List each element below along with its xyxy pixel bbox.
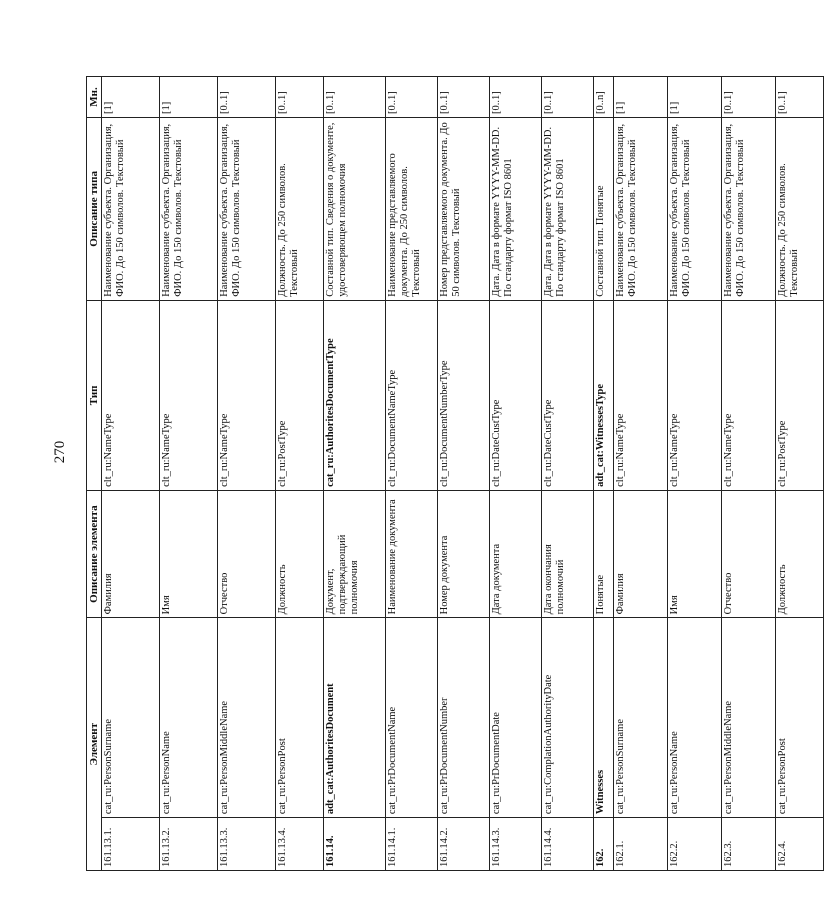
row-type: clt_ru:DocumentNumberType <box>438 300 490 490</box>
row-number: 162.4. <box>776 818 824 871</box>
row-element: cat_ru:PersonPost <box>276 618 324 818</box>
table-row <box>722 77 776 871</box>
row-type: clt_ru:NameType <box>102 300 160 490</box>
row-number: 162.2. <box>668 818 722 871</box>
table-body <box>102 77 824 871</box>
row-mult: [0..1] <box>438 77 490 118</box>
row-type: clt_ru:DateCustType <box>542 300 594 490</box>
row-number: 161.13.3. <box>218 818 276 871</box>
row-element-desc: Имя <box>668 490 722 618</box>
row-type-desc: Наименование субъекта. Организация, ФИО. До 150 символов. Текстовый <box>102 117 160 300</box>
table-row <box>668 77 722 871</box>
row-element-desc: Фамилия <box>102 490 160 618</box>
table-rotator <box>86 76 800 871</box>
row-element: cat_ru:PersonSurname <box>614 618 668 818</box>
table-row <box>276 77 324 871</box>
table-row <box>386 77 438 871</box>
header-mult: Мн. <box>87 77 102 118</box>
page-number: 270 <box>52 440 68 464</box>
row-type-desc: Наименование субъекта. Организация, ФИО. До 150 символов. Текстовый <box>614 117 668 300</box>
row-number: 162.1. <box>614 818 668 871</box>
row-element-desc: Наименование документа <box>386 490 438 618</box>
row-element-desc: Отчество <box>722 490 776 618</box>
row-number: 161.13.2. <box>160 818 218 871</box>
row-type-desc: Наименование субъекта. Организация, ФИО. До 150 символов. Текстовый <box>668 117 722 300</box>
row-type: clt_ru:PostType <box>776 300 824 490</box>
header-type: Тип <box>87 300 102 490</box>
row-type: adt_cat:WitnessesType <box>594 300 614 490</box>
row-number: 162.3. <box>722 818 776 871</box>
row-type-desc: Дата. Дата в формате YYYY-MM-DD. По стандарту формат ISO 8601 <box>490 117 542 300</box>
row-number: 162. <box>594 818 614 871</box>
spec-table <box>86 76 824 871</box>
row-element-desc: Дата окончания полномочий <box>542 490 594 618</box>
row-mult: [0..1] <box>776 77 824 118</box>
row-element-desc: Должность <box>776 490 824 618</box>
rotated-table-container <box>86 76 800 871</box>
row-element: cat_ru:PrDocumentName <box>386 618 438 818</box>
row-mult: [0..1] <box>276 77 324 118</box>
row-type: clt_ru:PostType <box>276 300 324 490</box>
table-row <box>218 77 276 871</box>
row-type-desc: Должность. До 250 символов. Текстовый <box>276 117 324 300</box>
row-element-desc: Документ, подтверждающий полномочия <box>324 490 386 618</box>
table-row <box>776 77 824 871</box>
table-row <box>438 77 490 871</box>
row-number: 161.14. <box>324 818 386 871</box>
table-row <box>324 77 386 871</box>
row-element: cat_ru:PrDocumentDate <box>490 618 542 818</box>
row-element-desc: Дата документа <box>490 490 542 618</box>
row-mult: [0..1] <box>490 77 542 118</box>
row-element: cat_ru:PersonPost <box>776 618 824 818</box>
row-type: clt_ru:NameType <box>668 300 722 490</box>
row-mult: [0..1] <box>324 77 386 118</box>
row-type: clt_ru:NameType <box>614 300 668 490</box>
row-mult: [0..1] <box>386 77 438 118</box>
row-number: 161.13.1. <box>102 818 160 871</box>
table-row <box>160 77 218 871</box>
row-element: Witnesses <box>594 618 614 818</box>
row-mult: [1] <box>102 77 160 118</box>
row-type-desc: Должность. До 250 символов. Текстовый <box>776 117 824 300</box>
row-element-desc: Фамилия <box>614 490 668 618</box>
row-mult: [0..1] <box>722 77 776 118</box>
row-element: cat_ru:PersonMiddleName <box>218 618 276 818</box>
row-type-desc: Дата. Дата в формате YYYY-MM-DD. По стандарту формат ISO 8601 <box>542 117 594 300</box>
row-number: 161.14.4. <box>542 818 594 871</box>
row-number: 161.14.3. <box>490 818 542 871</box>
table-row <box>542 77 594 871</box>
header-element: Элемент <box>87 618 102 871</box>
row-type-desc: Составной тип. Сведения о документе, удостоверяющем полномочия <box>324 117 386 300</box>
row-element: cat_ru:PersonMiddleName <box>722 618 776 818</box>
table-row <box>102 77 160 871</box>
row-number: 161.14.1. <box>386 818 438 871</box>
row-element: cat_ru:PersonName <box>668 618 722 818</box>
row-element-desc: Должность <box>276 490 324 618</box>
row-mult: [1] <box>614 77 668 118</box>
row-type-desc: Наименование представляемого документа. До 250 символов. Текстовый <box>386 117 438 300</box>
table-row <box>490 77 542 871</box>
row-mult: [1] <box>668 77 722 118</box>
row-element: cat_ru:PersonName <box>160 618 218 818</box>
row-element-desc: Отчество <box>218 490 276 618</box>
table-row <box>594 77 614 871</box>
row-type-desc: Составной тип. Понятые <box>594 117 614 300</box>
row-type: clt_ru:NameType <box>722 300 776 490</box>
row-type-desc: Наименование субъекта. Организация, ФИО. До 150 символов. Текстовый <box>722 117 776 300</box>
row-mult: [0..1] <box>542 77 594 118</box>
row-mult: [0..n] <box>594 77 614 118</box>
row-type: cat_ru:AuthoritesDocumentType <box>324 300 386 490</box>
row-element: cat_ru:PersonSurname <box>102 618 160 818</box>
row-type: clt_ru:NameType <box>160 300 218 490</box>
row-element: cat_ru:ComplationAuthorityDate <box>542 618 594 818</box>
row-type: clt_ru:DateCustType <box>490 300 542 490</box>
row-type-desc: Наименование субъекта. Организация, ФИО. До 150 символов. Текстовый <box>160 117 218 300</box>
table-header-row <box>87 77 102 871</box>
header-type-desc: Описание типа <box>87 117 102 300</box>
row-type: clt_ru:DocumentNameType <box>386 300 438 490</box>
header-element-desc: Описание элемента <box>87 490 102 618</box>
row-element: adt_cat:AuthoritesDocument <box>324 618 386 818</box>
row-type: clt_ru:NameType <box>218 300 276 490</box>
row-type-desc: Наименование субъекта. Организация, ФИО. До 150 символов. Текстовый <box>218 117 276 300</box>
table-row <box>614 77 668 871</box>
row-element-desc: Номер документа <box>438 490 490 618</box>
row-mult: [0..1] <box>218 77 276 118</box>
row-number: 161.14.2. <box>438 818 490 871</box>
row-type-desc: Номер представляемого документа. До 50 символов. Текстовый <box>438 117 490 300</box>
row-mult: [1] <box>160 77 218 118</box>
row-element-desc: Имя <box>160 490 218 618</box>
row-element-desc: Понятые <box>594 490 614 618</box>
row-number: 161.13.4. <box>276 818 324 871</box>
row-element: cat_ru:PrDocumentNumber <box>438 618 490 818</box>
